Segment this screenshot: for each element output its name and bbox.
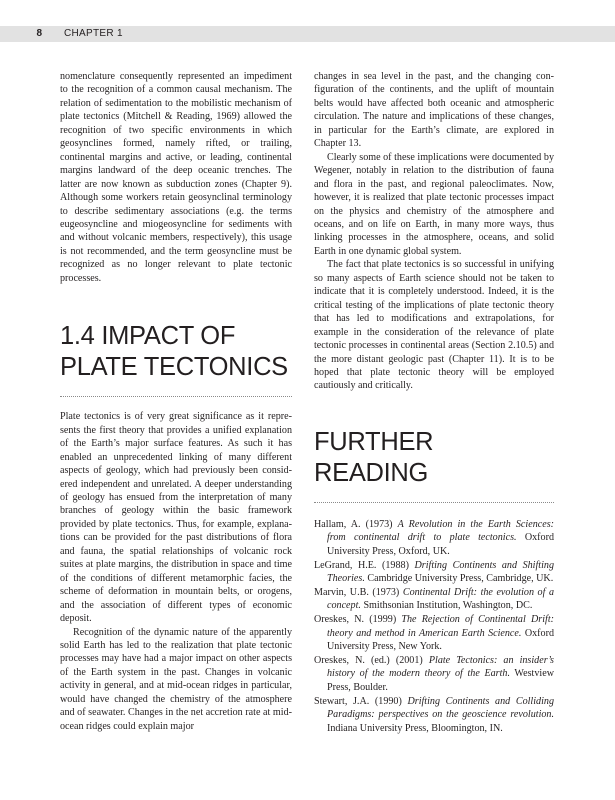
body-paragraph: nomenclature consequently represented an impediment to the recognition of a common causal mechanism. The relation of sedimentation to the mobilistic mechanism of plate tectonics (Mitchell & Reading, 1969) allowed the recognition of two specific environments in which geosynclines formed, namely rifted, or trailing, continental margins and active, or leading, continental margins landward of the deep oceanic trenches. The latter are now known as subduction zones (Chapter 9). Although some workers retain geosynclinal terminology to describe sedimentary associations (e.g. the terms eugeosyncline and miogeosyncline for sediments with and without volcanic members, respectively), this usage is not recommended, and the term geosyncline must be recognized as no longer relevant to plate tectonic processes. xyxy=(60,71,292,284)
reference-title: Drifting Continents and Colliding Paradigms: perspectives on the geoscience revolution. xyxy=(327,695,554,721)
reference-publisher: Oxford University Press, New York. xyxy=(327,627,554,653)
body-paragraph: changes in sea level in the past, and the changing configuration of the continents, and the uplift of mountain belts would have affected both oceanic and atmospheric circulation. The nature and implications of these changes, in particular for the Earth’s climate, are explored in Chapter 13. xyxy=(314,71,554,150)
reference-publisher: Indiana University Press, Bloomington, IN. xyxy=(327,722,503,734)
reference-publisher: Cambridge University Press, Cambridge, UK. xyxy=(364,573,554,585)
body-paragraph: Recognition of the dynamic nature of the apparently solid Earth has led to the realization that plate tectonic processes may have had a major impact on other aspects of the Earth system in the past. Changes in volcanic activity in general, and at mid-ocean ridges in particular, would have changed the chemistry of the atmosphere and of seawater. Changes in the net accretion rate at mid-ocean ridges could explain major xyxy=(60,626,292,732)
reference-title: Continental Drift: the evolution of a concept. xyxy=(327,586,554,612)
reference-title: A Revolution in the Earth Sciences: from continental drift to plate tectonics. xyxy=(327,518,554,544)
reference-author: Stewart, J.A. (1990) xyxy=(314,695,408,707)
reference-item xyxy=(314,586,554,613)
reference-publisher: Smithsonian Institution, Washington, DC. xyxy=(360,600,533,612)
reference-title: Drifting Continents and Shifting Theories. xyxy=(327,559,554,585)
section-heading-line: 1.4 IMPACT OF xyxy=(60,322,236,351)
chapter-label: CHAPTER 1 xyxy=(64,28,123,39)
body-paragraph: Clearly some of these implications were documented by Wegener, notably in relation to the distribution of fauna and flora in the past, and regional paleoclimates. Now, however, it is realized that plate tectonic processes impact on the physics and chemistry of the atmosphere and oceans, and on life on Earth, in many more ways, thus linking processes in the atmosphere, oceans, and solid Earth in one dynamic global system. xyxy=(314,151,554,257)
reference-author: Oreskes, N. (1999) xyxy=(314,614,402,626)
reference-item xyxy=(314,613,554,654)
right-column xyxy=(314,70,554,735)
reference-title: The Rejection of Continental Drift: theory and method in American Earth Science. xyxy=(327,614,554,639)
left-column xyxy=(60,70,292,733)
reference-item xyxy=(314,654,554,695)
section-heading-line: PLATE TECTONICS xyxy=(60,353,288,382)
reference-author: Oreskes, N. (ed.) (2001) xyxy=(314,654,429,666)
reference-publisher: Westview Press, Boulder. xyxy=(327,668,554,693)
reference-author: Hallam, A. (1973) xyxy=(314,518,398,530)
reference-item xyxy=(314,518,554,559)
page-number: 8 xyxy=(36,28,42,39)
reference-item xyxy=(314,695,554,736)
reference-item xyxy=(314,559,554,586)
further-reading-heading: FURTHER READING xyxy=(314,427,434,487)
reference-publisher: Oxford University Press, Oxford, UK. xyxy=(327,532,554,558)
section-heading xyxy=(60,321,292,383)
reference-title: Plate Tectonics: an insider’s history of the modern theory of the Earth. xyxy=(327,654,554,680)
body-paragraph: The fact that plate tectonics is so successful in unifying so many aspects of Earth science should not be taken to indicate that it is completely understood. Indeed, it is the critical testing of the implications of plate tectonic theory that has led to modifications and extrapolations, for example in the consideration of the relevance of plate tectonic processes in continental areas (Section 2.10.5) and the more distant geologic past (Chapter 11). It is to be hoped that plate tectonic theory will be employed cautiously and critically. xyxy=(314,259,554,392)
body-paragraph: Plate tectonics is of very great significance as it represents the first theory that provides a unified explanation of the Earth’s major surface features. As such it has enabled an unprecedented linking of many different aspects of geology, which had previously been considered independent and unrelated. A deeper understanding of geology has ensued from the interpretation of many branches of geology within the basic framework provided by plate tectonics. Thus, for example, explanations can be provided for the past distributions of flora and fauna, the spatial relationships of volcanic rock suites at plate margins, the distribution in space and time of the conditions of different metamorphic facies, the scheme of deformation in mountain belts, or orogens, and the association of different types of economic deposit. xyxy=(60,411,292,625)
reference-author: Marvin, U.B. (1973) xyxy=(314,586,403,598)
reference-author: LeGrand, H.E. (1988) xyxy=(314,559,415,571)
reference-list xyxy=(314,518,554,736)
running-header xyxy=(0,26,615,42)
